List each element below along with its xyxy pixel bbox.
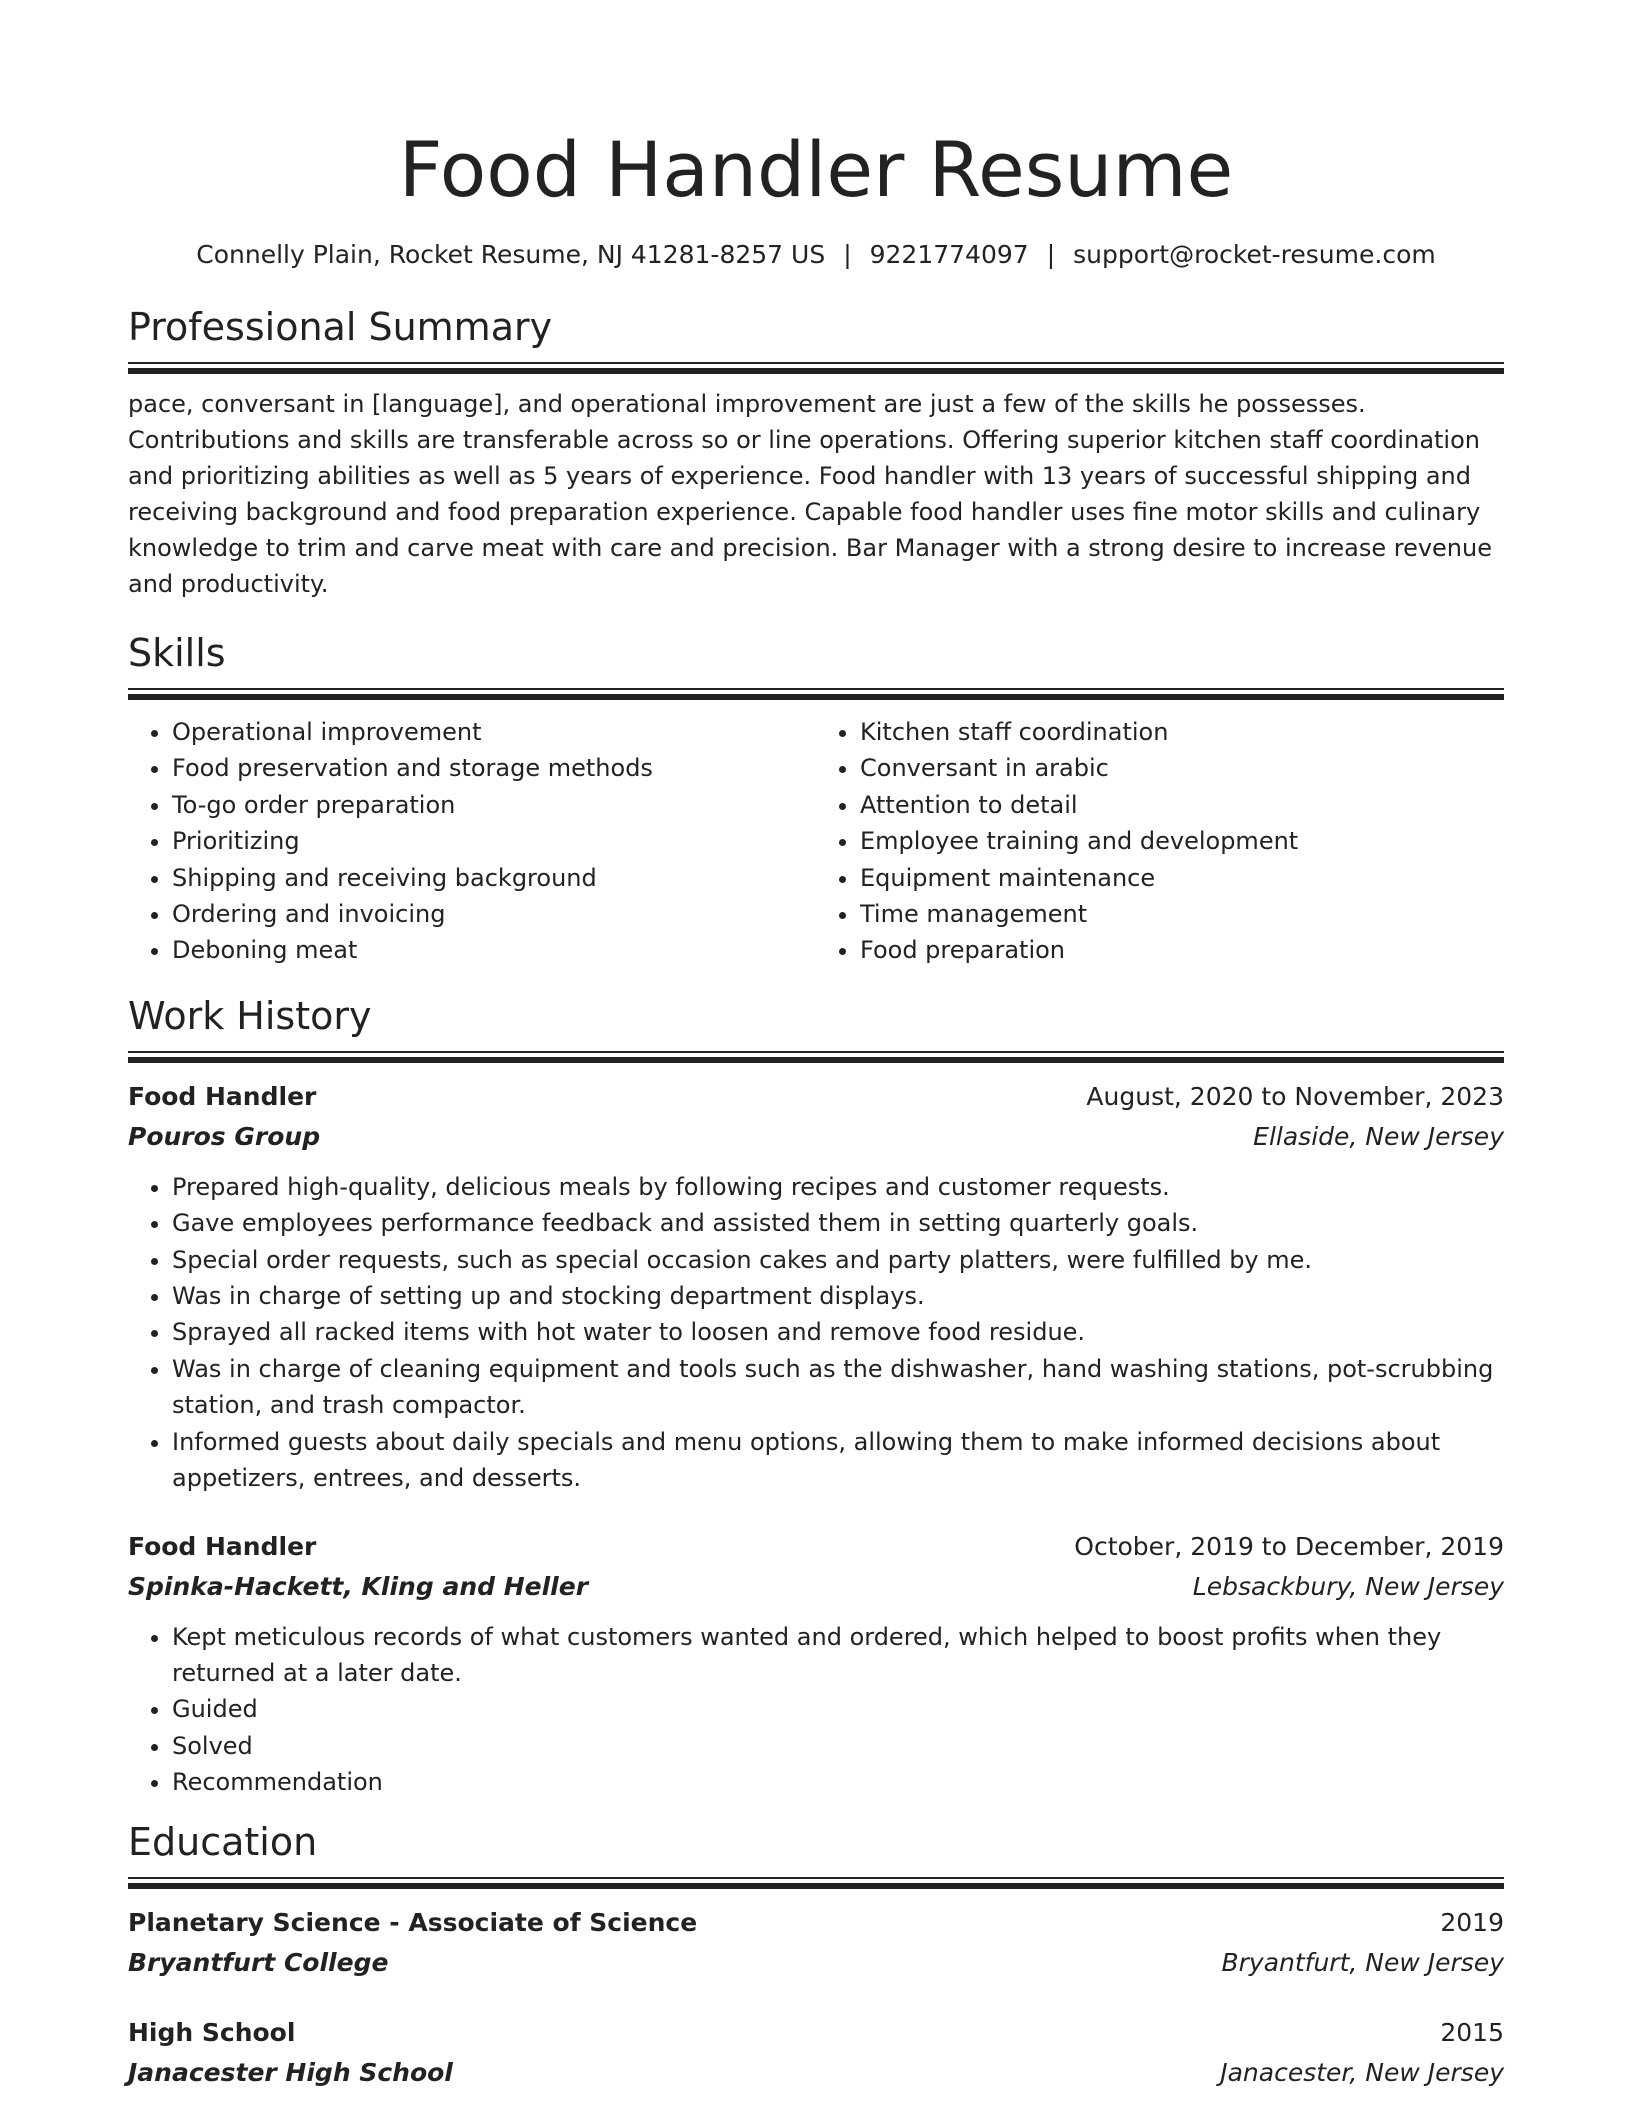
job-header-row [128, 1527, 1504, 1567]
skill-item: • Ordering and invoicing [172, 896, 816, 932]
job-bullet: • Kept meticulous records of what customers wanted and ordered, which helped to boost profits when they returned at a later date. [172, 1619, 1504, 1692]
education-school: Bryantfurt College [128, 1947, 389, 1977]
skill-item: • Prioritizing [172, 823, 816, 859]
summary-section [128, 302, 1504, 602]
job-company-row [128, 1567, 1504, 1607]
job-company-row [128, 1117, 1504, 1157]
skill-item: • Operational improvement [172, 714, 816, 750]
education-school-row [128, 1943, 1504, 1983]
skill-item: • Food preparation [860, 932, 1504, 968]
job-title: Food Handler [128, 1081, 317, 1111]
work-history-section [128, 991, 1504, 1801]
section-heading: Professional Summary [128, 305, 553, 349]
education-degree-row [128, 2013, 1504, 2053]
contact-separator: | [1046, 240, 1056, 269]
job-entry [128, 1077, 1504, 1497]
skills-list-left [128, 714, 816, 969]
education-degree: Planetary Science - Associate of Science [128, 1907, 698, 1937]
skill-item: • Attention to detail [860, 787, 1504, 823]
education-entry [128, 2013, 1504, 2093]
section-heading: Work History [128, 993, 372, 1038]
section-divider [128, 688, 1504, 700]
skill-item: • Conversant in arabic [860, 750, 1504, 786]
job-company: Pouros Group [128, 1121, 321, 1151]
contact-address: Connelly Plain, Rocket Resume, NJ 41281-8257 US [196, 240, 826, 269]
skill-item: • Deboning meat [172, 932, 816, 968]
skills-list-right [816, 714, 1504, 969]
contact-line [128, 238, 1504, 272]
education-school-row [128, 2053, 1504, 2093]
job-location: Ellaside, New Jersey [1253, 1121, 1504, 1151]
education-year: 2015 [1440, 2017, 1504, 2047]
job-bullet: • Informed guests about daily specials and menu options, allowing them to make informed decisions about appetizers, entrees, and desserts. [172, 1424, 1504, 1497]
job-bullet: • Prepared high-quality, delicious meals by following recipes and customer requests. [172, 1169, 1504, 1205]
summary-text: pace, conversant in [language], and operational improvement are just a few of the skills he possesses. Contributions and skills are transferable across so or line operations. Offering superior kitchen staff coordination and prioritizing abilities as well as 5 years of experience. Food handler with 13 years of successful shipping and receiving background and food preparation experience. Capable food handler uses fine motor skills and culinary knowledge to trim and carve meat with care and precision. Bar Manager with a strong desire to increase revenue and productivity. [128, 390, 1492, 598]
skill-item: • Equipment maintenance [860, 860, 1504, 896]
contact-phone: 9221774097 [869, 240, 1029, 269]
job-bullet: • Sprayed all racked items with hot water to loosen and remove food residue. [172, 1314, 1504, 1350]
section-heading: Skills [128, 631, 226, 675]
job-bullet: • Special order requests, such as special occasion cakes and party platters, were fulfilled by me. [172, 1242, 1504, 1278]
resume-title: Food Handler Resume [398, 125, 1234, 214]
education-location: Bryantfurt, New Jersey [1221, 1947, 1504, 1977]
education-year: 2019 [1440, 1907, 1504, 1937]
job-dates: August, 2020 to November, 2023 [1086, 1081, 1504, 1111]
job-dates: October, 2019 to December, 2019 [1074, 1531, 1504, 1561]
education-school: Janacester High School [128, 2057, 453, 2087]
job-entry [128, 1527, 1504, 1801]
job-location: Lebsackbury, New Jersey [1192, 1571, 1504, 1601]
job-bullet: • Guided [172, 1691, 1504, 1727]
education-section [128, 1817, 1504, 2093]
skills-section [128, 628, 1504, 969]
resume-page [128, 0, 1504, 2093]
section-divider [128, 1877, 1504, 1889]
skill-item: • Shipping and receiving background [172, 860, 816, 896]
education-entry [128, 1903, 1504, 1983]
job-bullet: • Was in charge of cleaning equipment and tools such as the dishwasher, hand washing stations, pot-scrubbing station, and trash compactor. [172, 1351, 1504, 1424]
education-location: Janacester, New Jersey [1220, 2057, 1504, 2087]
job-bullet: • Solved [172, 1728, 1504, 1764]
job-bullets [128, 1169, 1504, 1497]
contact-separator: | [843, 240, 852, 269]
section-heading: Education [128, 1819, 318, 1864]
skill-item: • Food preservation and storage methods [172, 750, 816, 786]
education-degree-row [128, 1903, 1504, 1943]
skill-item: • Time management [860, 896, 1504, 932]
skill-item: • Employee training and development [860, 823, 1504, 859]
job-title: Food Handler [128, 1531, 317, 1561]
job-company: Spinka-Hackett, Kling and Heller [128, 1571, 589, 1601]
contact-email[interactable]: support@rocket-resume.com [1073, 240, 1436, 269]
job-header-row [128, 1077, 1504, 1117]
job-bullet: • Gave employees performance feedback and assisted them in setting quarterly goals. [172, 1205, 1504, 1241]
education-degree: High School [128, 2017, 296, 2047]
skill-item: • Kitchen staff coordination [860, 714, 1504, 750]
job-bullet: • Recommendation [172, 1764, 1504, 1800]
section-divider [128, 362, 1504, 374]
job-bullet: • Was in charge of setting up and stocking department displays. [172, 1278, 1504, 1314]
section-divider [128, 1051, 1504, 1063]
skill-item: • To-go order preparation [172, 787, 816, 823]
job-bullets [128, 1619, 1504, 1801]
skills-columns [128, 714, 1504, 969]
